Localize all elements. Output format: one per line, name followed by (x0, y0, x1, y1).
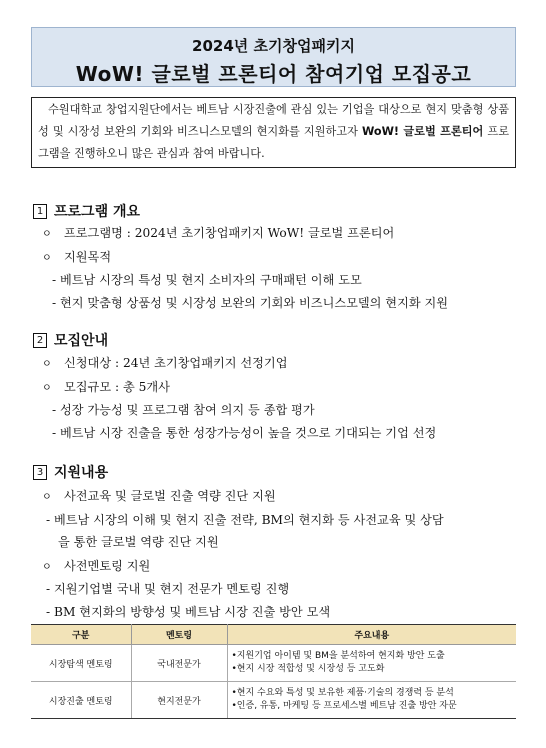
section-3-title: 지원내용 (54, 465, 109, 481)
bullet-icon: ㅇ (42, 562, 52, 573)
section-3-subitem: - BM 현지화의 방향성 및 베트남 시장 진출 방안 모색 (46, 605, 331, 619)
content-line: •지원기업 아이템 및 BM을 분석하여 현지화 방안 도출 (231, 651, 445, 661)
title-subtitle: 2024년 초기창업패키지 (192, 37, 355, 55)
table-cell-mentor: 현지전문가 (131, 682, 227, 719)
intro-text-before: 수원대학교 창업지원단에서는 베트남 시장진출에 관심 있는 기업을 대상으로 현지 맞춤형 상품성 및 시장성 보완의 기회와 비즈니스모델의 현지화를 지원하고자 (38, 103, 509, 138)
page-title: WoW! 글로벌 프론티어 참여기업 모집공고 (75, 62, 472, 86)
table-header: 구분 (31, 625, 131, 645)
section-3-subitem: - 베트남 시장의 이해 및 현지 진출 전략, BM의 현지화 등 사전교육 및 상담 (46, 513, 444, 527)
bullet-icon: ㅇ (42, 229, 52, 240)
bullet-icon: ㅇ (42, 383, 52, 394)
bullet-icon: ㅇ (42, 253, 52, 264)
section-1-heading (33, 201, 140, 221)
section-3-number: 3 (33, 465, 47, 480)
section-2-subitem: - 베트남 시장 진출을 통한 성장가능성이 높을 것으로 기대되는 기업 선정 (52, 426, 437, 440)
section-2-item-text: 모집규모 : 총 5개사 (64, 380, 170, 394)
table-cell-content (227, 682, 516, 719)
section-3-item-text: 사전멘토링 지원 (64, 559, 151, 573)
table-header: 주요내용 (227, 625, 516, 645)
table-cell-category: 시장탐색 멘토링 (31, 645, 131, 682)
section-2-number: 2 (33, 333, 47, 348)
section-2-heading (33, 330, 108, 350)
bullet-icon: ㅇ (42, 359, 52, 370)
section-2-item (42, 354, 287, 371)
table-header-row (31, 625, 516, 645)
section-1-item (42, 224, 394, 241)
intro-program-name: WoW! 글로벌 프론티어 (361, 125, 484, 138)
section-1-item (42, 248, 111, 265)
section-1-item-text: 지원목적 (64, 250, 112, 264)
mentoring-table (31, 624, 516, 719)
section-1-title: 프로그램 개요 (54, 204, 141, 220)
content-line: •인증, 유통, 마케팅 등 프로세스별 베트남 진출 방안 자문 (231, 701, 457, 711)
section-1-number: 1 (33, 204, 47, 219)
section-2-item (42, 378, 170, 395)
section-3-subitem: - 지원기업별 국내 및 현지 전문가 멘토링 진행 (46, 582, 290, 596)
section-1-subitem: - 현지 맞춤형 상품성 및 시장성 보완의 기회와 비즈니스모델의 현지화 지원 (52, 296, 449, 310)
section-3-item (42, 557, 150, 574)
section-3-heading (33, 462, 108, 482)
table-cell-mentor: 국내전문가 (131, 645, 227, 682)
table-row (31, 645, 516, 682)
title-box (31, 27, 516, 87)
table-cell-category: 시장진출 멘토링 (31, 682, 131, 719)
section-3-item-text: 사전교육 및 글로벌 진출 역량 진단 지원 (64, 489, 276, 503)
content-line: •현지 시장 적합성 및 시장성 등 고도화 (231, 664, 385, 674)
table-cell-content (227, 645, 516, 682)
content-line: •현지 수요와 특성 및 보유한 제품·기술의 경쟁력 등 분석 (231, 688, 454, 698)
section-2-title: 모집안내 (54, 333, 109, 349)
intro-text-after: 프로그램을 진행하오니 많은 관심과 참여 바랍니다. (38, 125, 510, 160)
table-header: 멘토링 (131, 625, 227, 645)
section-2-subitem: - 성장 가능성 및 프로그램 참여 의지 등 종합 평가 (52, 403, 315, 417)
section-1-item-text: 프로그램명 : 2024년 초기창업패키지 WoW! 글로벌 프론티어 (64, 226, 395, 240)
section-3-subitem-continued: 을 통한 글로벌 역량 진단 지원 (58, 535, 219, 549)
section-3-item (42, 487, 276, 504)
intro-box (31, 97, 516, 168)
table-row (31, 682, 516, 719)
section-2-item-text: 신청대상 : 24년 초기창업패키지 선정기업 (64, 356, 288, 370)
section-1-subitem: - 베트남 시장의 특성 및 현지 소비자의 구매패턴 이해 도모 (52, 273, 362, 287)
intro-paragraph (38, 99, 509, 165)
bullet-icon: ㅇ (42, 492, 52, 503)
